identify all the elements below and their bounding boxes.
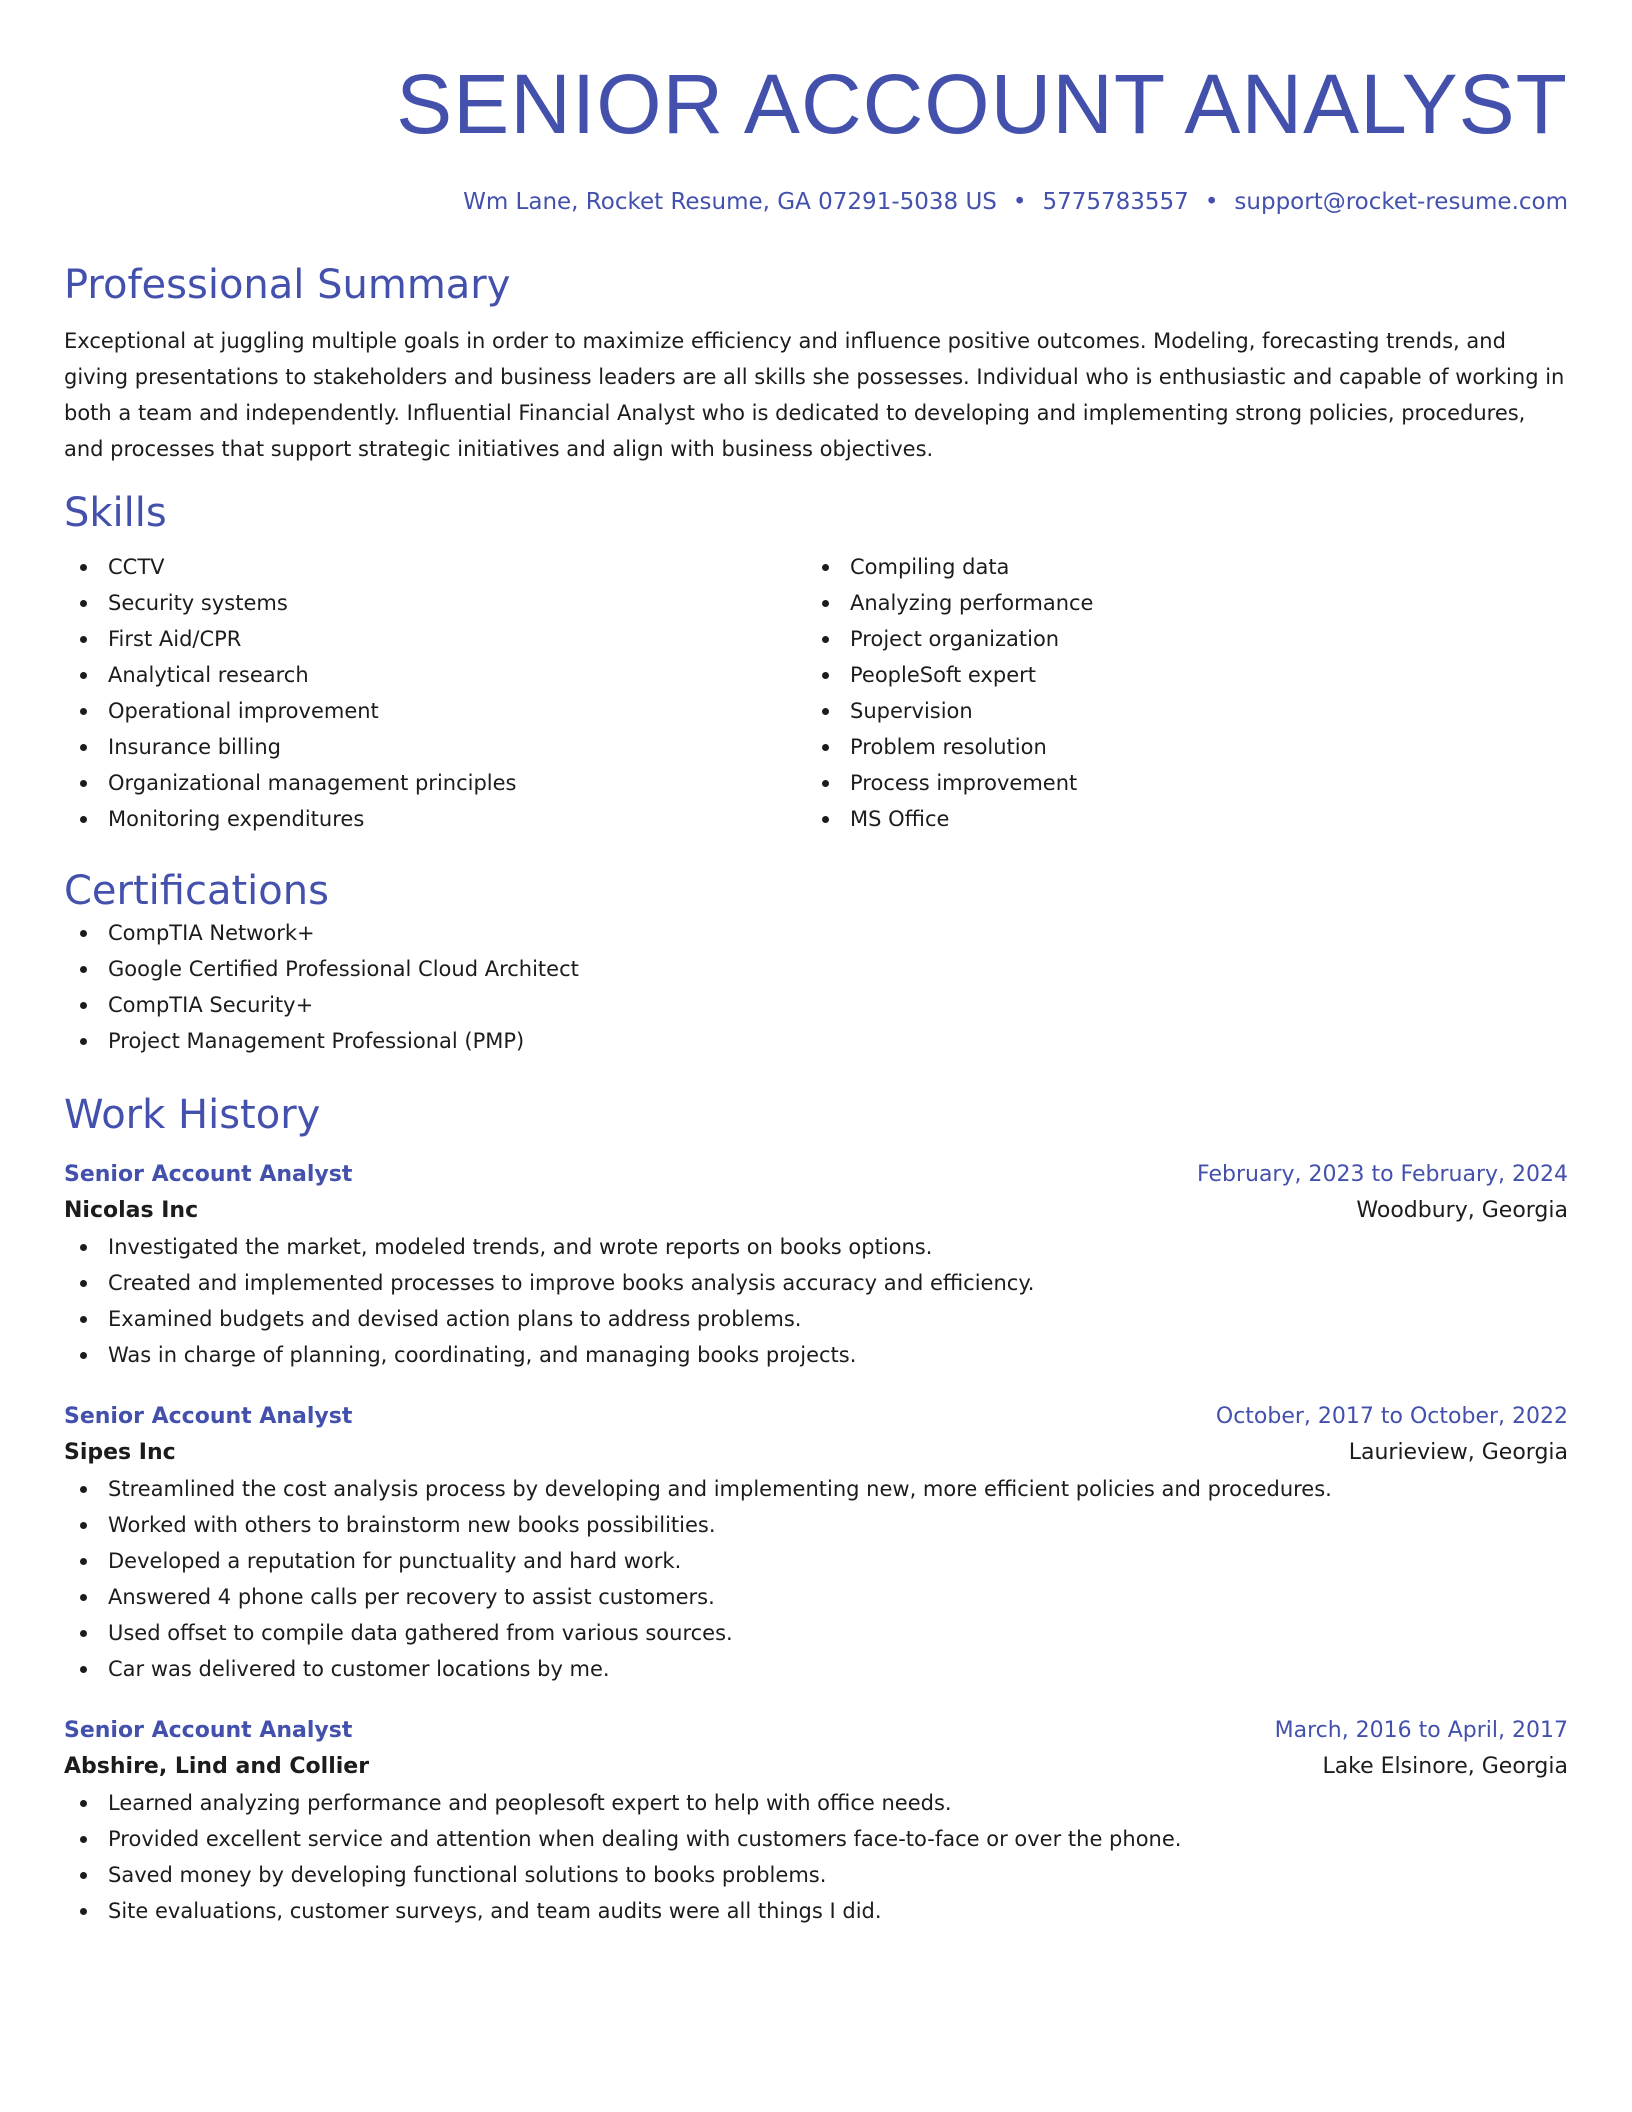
- skill-item: Analytical research: [64, 657, 806, 693]
- skill-item: Process improvement: [806, 765, 1548, 801]
- summary-text: Exceptional at juggling multiple goals in order to maximize efficiency and influence positive outcomes. Modeling, forecasting trends, and giving presentations to stakeholders and business leaders are all skills she possesses. Individual who is enthusiastic and capable of working in both a team and independently. Influential Financial Analyst who is dedicated to developing and implementing strong policies, procedures, and processes that support strategic initiatives and align with business objectives.: [64, 329, 1565, 461]
- job-duty-item: Was in charge of planning, coordinating, and managing books projects.: [64, 1337, 1568, 1373]
- contact-line: [64, 187, 1568, 217]
- job-duty-item: Investigated the market, modeled trends, and wrote reports on books options.: [64, 1229, 1568, 1265]
- job-dates: February, 2023 to February, 2024: [1197, 1162, 1568, 1187]
- skill-item: CCTV: [64, 549, 806, 585]
- skill-item: Operational improvement: [64, 693, 806, 729]
- skills-grid: [64, 549, 1568, 837]
- skill-item: Monitoring expenditures: [64, 801, 806, 837]
- job-location: Woodbury, Georgia: [1356, 1198, 1568, 1223]
- certification-item: CompTIA Security+: [64, 987, 1568, 1023]
- skill-item: Insurance billing: [64, 729, 806, 765]
- job-duty-item: Site evaluations, customer surveys, and team audits were all things I did.: [64, 1893, 1568, 1929]
- job-dates: October, 2017 to October, 2022: [1215, 1404, 1568, 1429]
- job-title: Senior Account Analyst: [64, 1162, 353, 1187]
- job-duty-item: Answered 4 phone calls per recovery to assist customers.: [64, 1579, 1568, 1615]
- job-duties-list: [64, 1785, 1568, 1929]
- job-duty-item: Learned analyzing performance and peoplesoft expert to help with office needs.: [64, 1785, 1568, 1821]
- skill-item: MS Office: [806, 801, 1548, 837]
- skill-item: Problem resolution: [806, 729, 1548, 765]
- summary-heading: Professional Summary: [64, 262, 511, 308]
- contact-phone: 5775783557: [1042, 189, 1189, 215]
- skill-item: Project organization: [806, 621, 1548, 657]
- job-dates: March, 2016 to April, 2017: [1274, 1718, 1568, 1743]
- job-company-row: [64, 1435, 1568, 1471]
- job-company-row: [64, 1193, 1568, 1229]
- job-duty-item: Created and implemented processes to improve books analysis accuracy and efficiency.: [64, 1265, 1568, 1301]
- contact-separator: •: [1204, 189, 1219, 215]
- job-location: Lake Elsinore, Georgia: [1322, 1754, 1568, 1779]
- job-title-row: [64, 1157, 1568, 1193]
- job-company: Sipes Inc: [64, 1440, 176, 1465]
- job-duties-list: [64, 1471, 1568, 1687]
- certifications-list: [64, 915, 1568, 1059]
- skill-item: Analyzing performance: [806, 585, 1548, 621]
- job-duty-item: Worked with others to brainstorm new books possibilities.: [64, 1507, 1568, 1543]
- work-history-heading: Work History: [64, 1092, 321, 1138]
- skill-item: Supervision: [806, 693, 1548, 729]
- resume-header: [64, 0, 1568, 217]
- skill-item: Compiling data: [806, 549, 1548, 585]
- job-duty-item: Provided excellent service and attention when dealing with customers face-to-face or over the phone.: [64, 1821, 1568, 1857]
- job-duty-item: Saved money by developing functional solutions to books problems.: [64, 1857, 1568, 1893]
- skill-item: PeopleSoft expert: [806, 657, 1548, 693]
- contact-separator: •: [1012, 189, 1027, 215]
- job-entry: [64, 1157, 1568, 1373]
- skill-item: First Aid/CPR: [64, 621, 806, 657]
- job-duty-item: Streamlined the cost analysis process by developing and implementing new, more efficient policies and procedures.: [64, 1471, 1568, 1507]
- job-title: Senior Account Analyst: [64, 1404, 353, 1429]
- work-history-list: [64, 1157, 1568, 1929]
- job-duties-list: [64, 1229, 1568, 1373]
- job-company: Nicolas Inc: [64, 1198, 199, 1223]
- skill-item: Security systems: [64, 585, 806, 621]
- job-duty-item: Used offset to compile data gathered from various sources.: [64, 1615, 1568, 1651]
- certifications-heading: Certifications: [64, 868, 329, 914]
- job-title-row: [64, 1713, 1568, 1749]
- job-company-row: [64, 1749, 1568, 1785]
- skill-item: Organizational management principles: [64, 765, 806, 801]
- skills-list-left: [64, 549, 806, 837]
- contact-address: Wm Lane, Rocket Resume, GA 07291-5038 US: [463, 189, 997, 215]
- job-title-row: [64, 1399, 1568, 1435]
- job-duty-item: Car was delivered to customer locations by me.: [64, 1651, 1568, 1687]
- job-company: Abshire, Lind and Collier: [64, 1754, 370, 1779]
- job-entry: [64, 1713, 1568, 1929]
- job-duty-item: Examined budgets and devised action plans to address problems.: [64, 1301, 1568, 1337]
- skills-list-right: [806, 549, 1548, 837]
- skills-heading: Skills: [64, 490, 167, 536]
- certification-item: Project Management Professional (PMP): [64, 1023, 1568, 1059]
- resume-name: SENIOR ACCOUNT ANALYST: [396, 57, 1568, 151]
- job-title: Senior Account Analyst: [64, 1718, 353, 1743]
- job-duty-item: Developed a reputation for punctuality and hard work.: [64, 1543, 1568, 1579]
- job-entry: [64, 1399, 1568, 1687]
- certification-item: CompTIA Network+: [64, 915, 1568, 951]
- contact-email: support@rocket-resume.com: [1234, 189, 1568, 215]
- job-location: Laurieview, Georgia: [1348, 1440, 1568, 1465]
- certification-item: Google Certified Professional Cloud Architect: [64, 951, 1568, 987]
